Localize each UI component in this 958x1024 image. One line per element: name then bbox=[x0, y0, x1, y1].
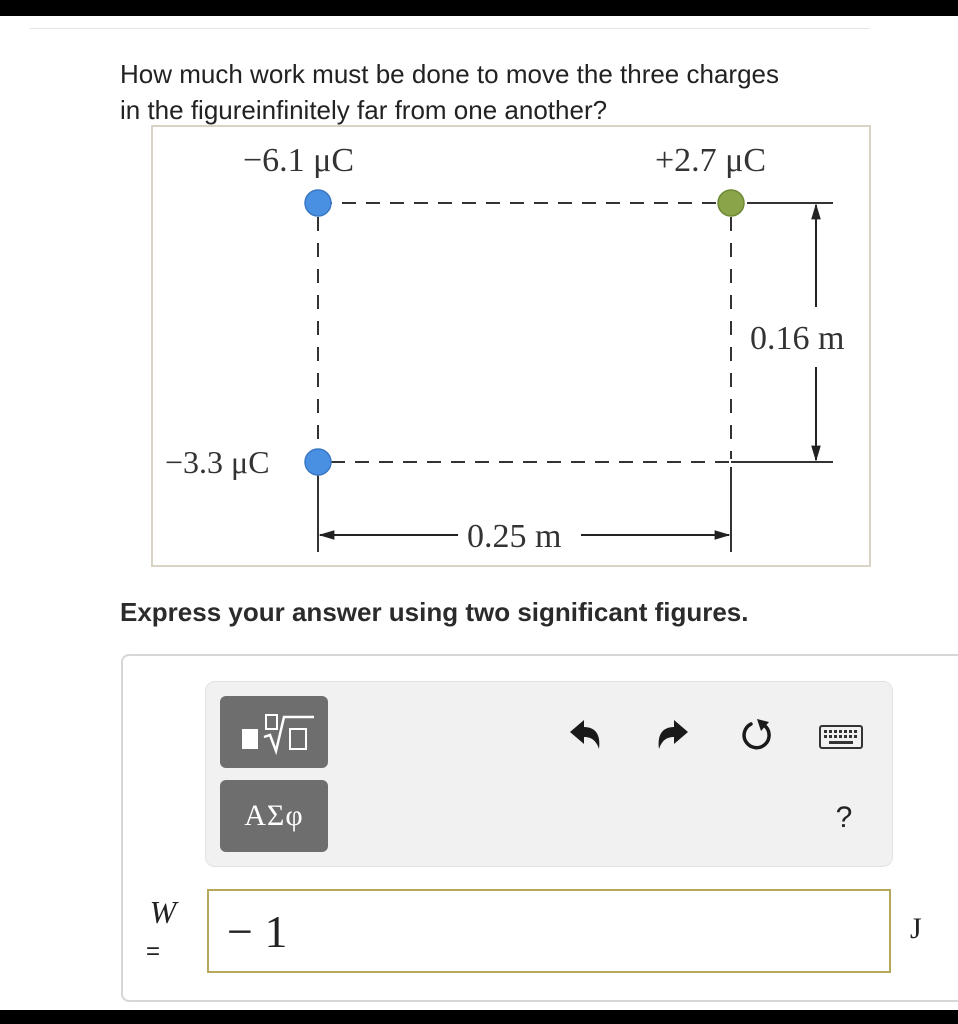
figure-diagram bbox=[153, 127, 873, 569]
undo-icon bbox=[568, 720, 604, 752]
charge-label-bottom-left: −3.3 μC bbox=[165, 444, 270, 480]
charge-bottom-left bbox=[305, 449, 331, 475]
question-line-1: How much work must be done to move the three charges bbox=[120, 59, 779, 89]
charge-top-left bbox=[305, 190, 331, 216]
undo-button[interactable] bbox=[566, 716, 606, 756]
width-label: 0.25 m bbox=[467, 518, 562, 555]
reset-icon bbox=[739, 717, 775, 753]
answer-unit: J bbox=[910, 912, 922, 945]
height-label: 0.16 m bbox=[750, 320, 845, 357]
equals-sign: = bbox=[145, 938, 160, 965]
help-button[interactable]: ? bbox=[835, 801, 853, 834]
templates-icon bbox=[226, 707, 322, 757]
charge-label-top-left: −6.1 μC bbox=[243, 142, 355, 179]
question-line-2: in the figureinfinitely far from one another? bbox=[120, 95, 608, 125]
reset-button[interactable] bbox=[736, 714, 778, 756]
charges-figure bbox=[151, 125, 871, 567]
answer-variable: W bbox=[149, 894, 177, 930]
keyboard-icon bbox=[819, 723, 863, 751]
question-text bbox=[120, 56, 880, 128]
bottom-bar bbox=[0, 1010, 958, 1024]
redo-button[interactable] bbox=[652, 716, 692, 756]
symbols-label: ΑΣφ bbox=[244, 799, 304, 832]
charge-label-top-right: +2.7 μC bbox=[655, 142, 767, 179]
divider bbox=[30, 28, 870, 29]
top-bar bbox=[0, 0, 958, 16]
answer-input[interactable]: − 1 bbox=[207, 889, 891, 973]
charge-top-right bbox=[718, 190, 744, 216]
instruction-text: Express your answer using two significant figures. bbox=[120, 597, 749, 627]
keyboard-button[interactable] bbox=[818, 720, 864, 754]
greek-symbols-button[interactable] bbox=[220, 780, 328, 852]
redo-icon bbox=[654, 720, 690, 752]
templates-button[interactable] bbox=[220, 696, 328, 768]
